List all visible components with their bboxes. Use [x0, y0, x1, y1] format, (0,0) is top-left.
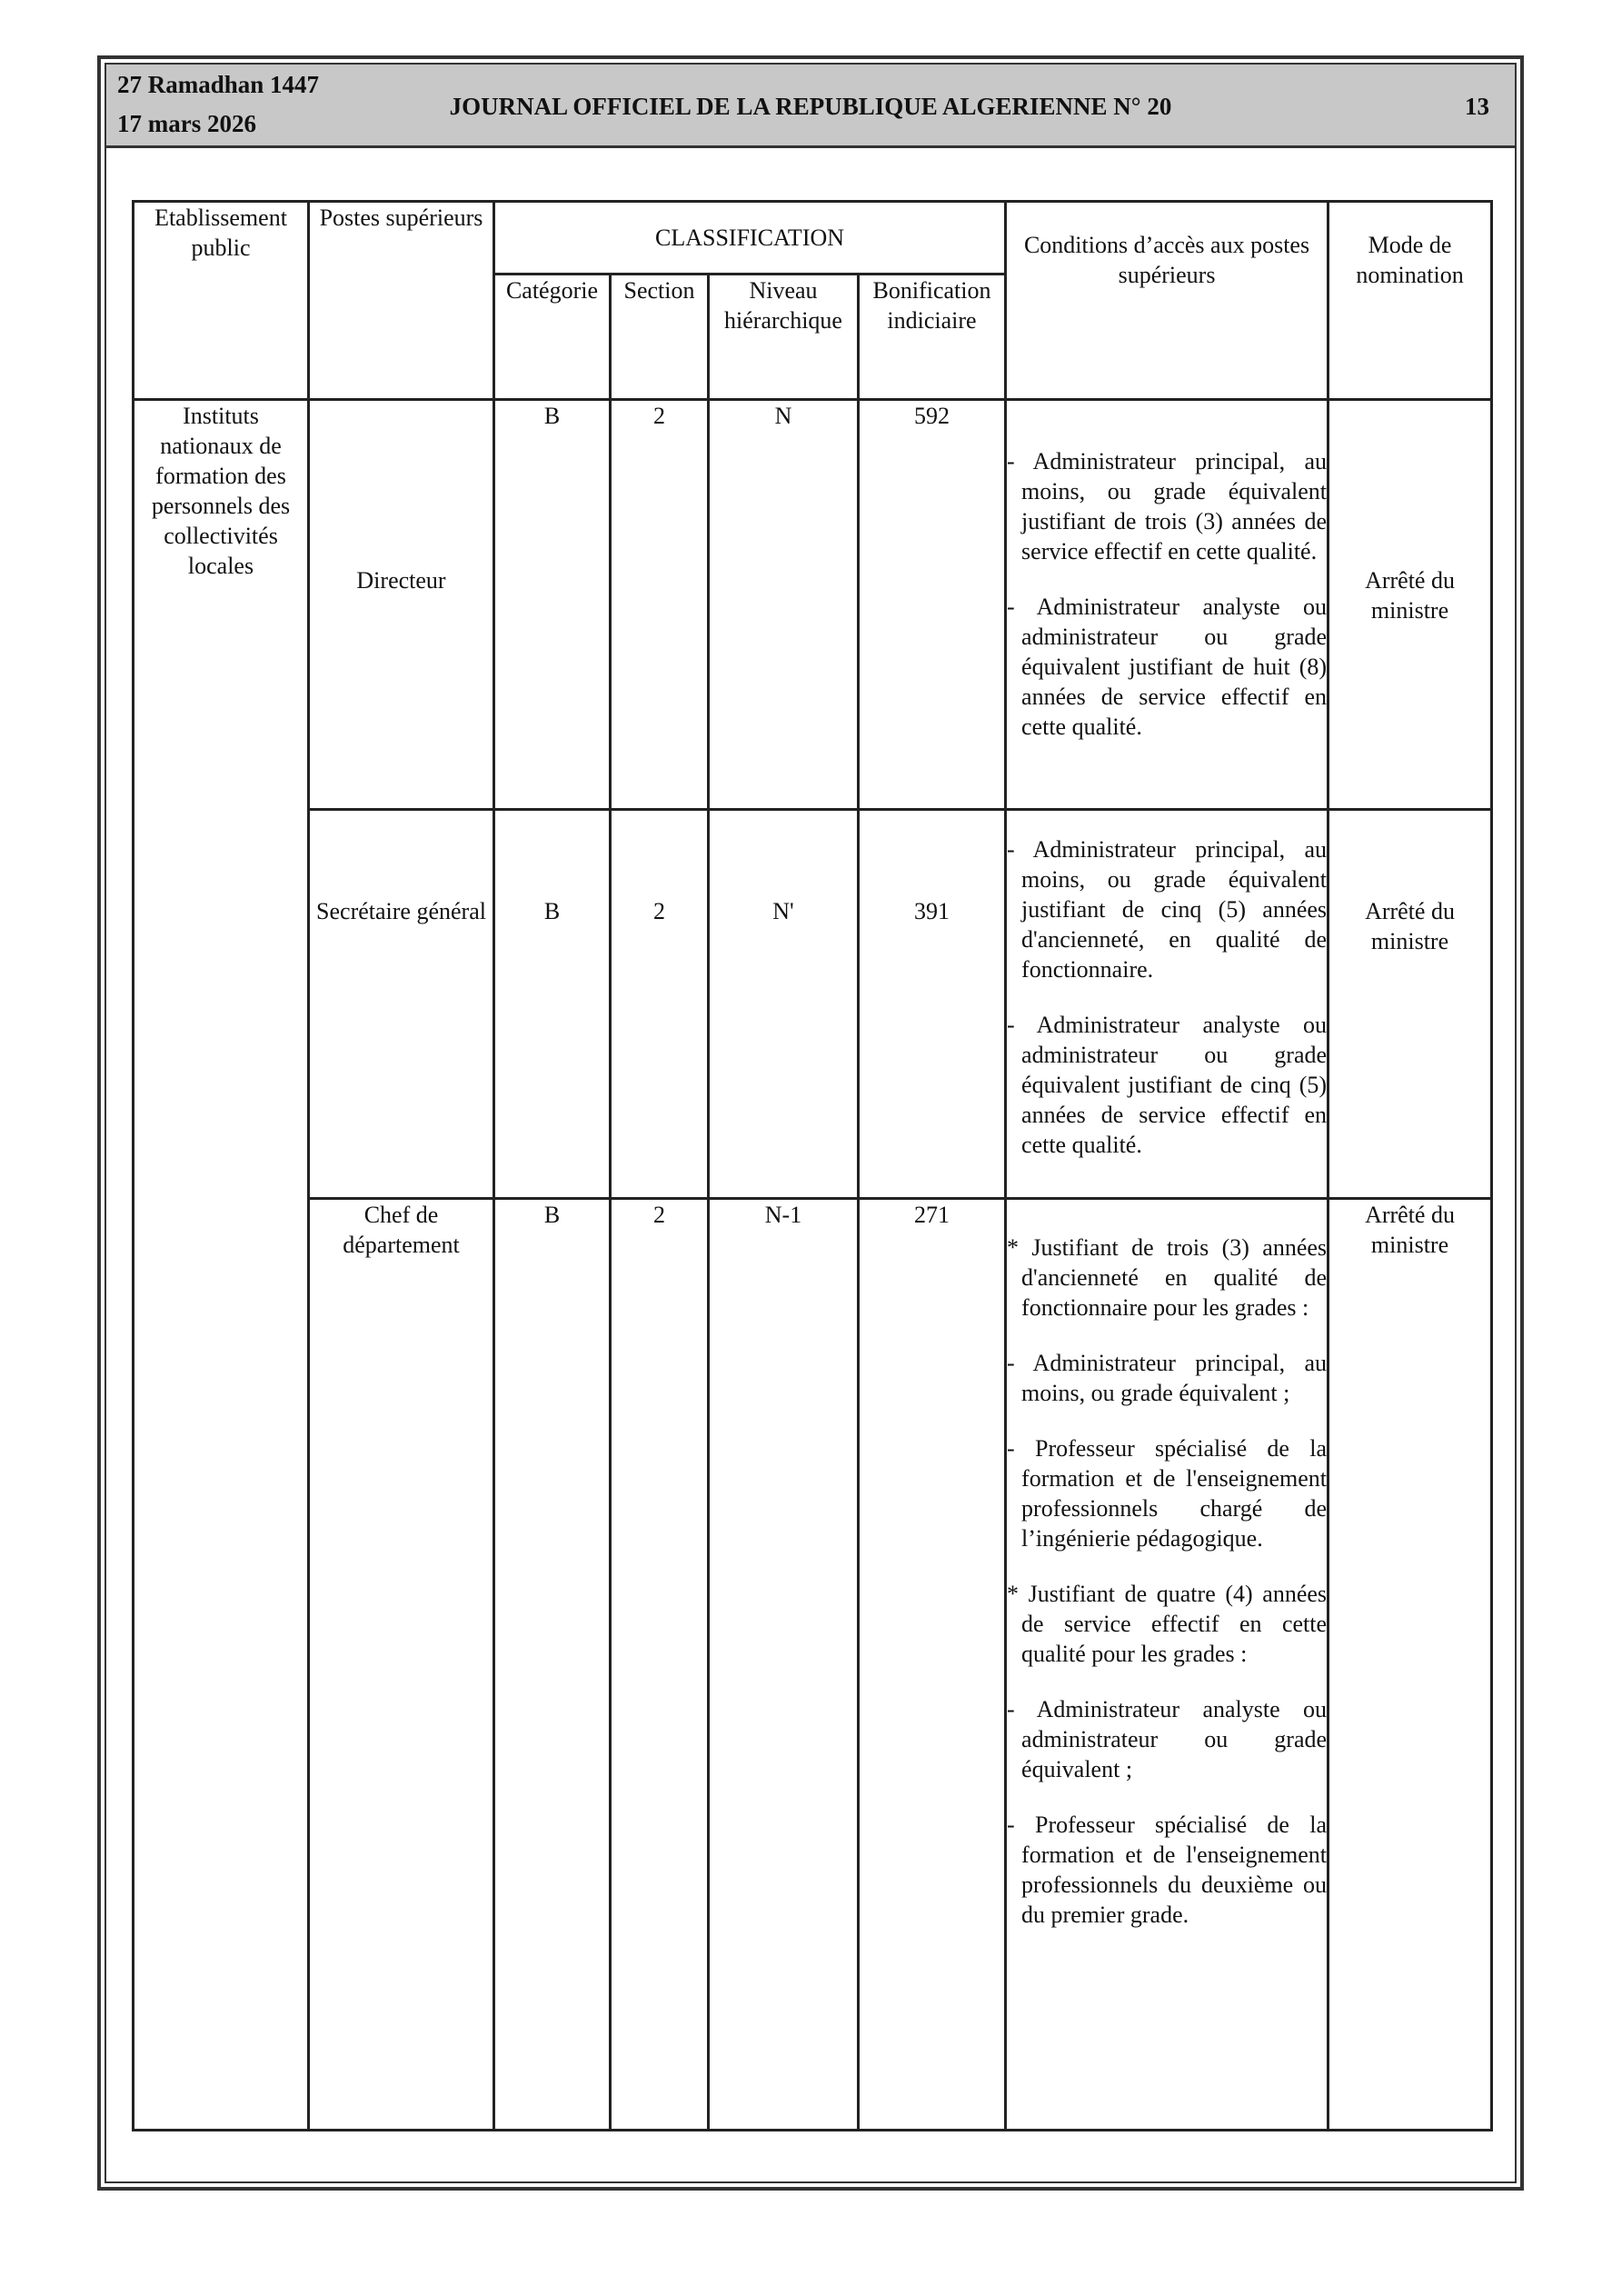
postes-superieurs-table [132, 200, 1493, 2131]
bonification-cell: 271 [859, 1199, 1006, 2131]
condition-item: - Administrateur analyste ou administrateur ou grade équivalent justifiant de huit (8) années de service effectif en cette qualité. [1007, 594, 1328, 740]
conditions-cell [1006, 400, 1328, 810]
categorie-cell: B [494, 400, 611, 810]
poste-cell: Secrétaire général [309, 810, 494, 1199]
poste-cell: Directeur [309, 400, 494, 810]
header-conditions: Conditions d’accès aux postes supérieurs [1006, 202, 1328, 400]
page-number: 13 [1465, 93, 1489, 120]
categorie-cell: B [494, 810, 611, 1199]
section-cell: 2 [611, 1199, 709, 2131]
poste-cell: Chef de département [309, 1199, 494, 2131]
conditions-cell [1006, 1199, 1328, 2131]
condition-item: - Administrateur principal, au moins, ou grade équivalent ; [1007, 1350, 1328, 1406]
condition-item: - Administrateur analyste ou administrateur ou grade équivalent justifiant de cinq (5) années de service effectif en cette qualité. [1007, 1012, 1328, 1158]
condition-item: - Administrateur analyste ou administrateur ou grade équivalent ; [1007, 1696, 1328, 1782]
niveau-cell: N-1 [709, 1199, 859, 2131]
niveau-cell: N' [709, 810, 859, 1199]
table-row [134, 400, 1492, 810]
condition-item: - Administrateur principal, au moins, ou grade équivalent justifiant de cinq (5) années d'ancienneté, en qualité de fonctionnaire. [1007, 836, 1328, 983]
header-categorie: Catégorie [494, 275, 611, 400]
header-niveau: Niveau hiérarchique [709, 275, 859, 400]
bonification-cell: 391 [859, 810, 1006, 1199]
mode-cell: Arrêté du ministre [1328, 1199, 1492, 2131]
table-row [134, 810, 1492, 1199]
condition-item: - Professeur spécialisé de la formation et de l'enseignement professionnels chargé de l’ingénierie pédagogique. [1007, 1435, 1328, 1552]
table-header-row [134, 202, 1492, 275]
mode-cell: Arrêté du ministre [1328, 400, 1492, 810]
journal-title: JOURNAL OFFICIEL DE LA REPUBLIQUE ALGERIENNE N° 20 [449, 93, 1172, 120]
condition-item: - Administrateur principal, au moins, ou grade équivalent justifiant de trois (3) années de service effectif en cette qualité. [1007, 448, 1328, 564]
header-bonification: Bonification indiciaire [859, 275, 1006, 400]
section-cell: 2 [611, 810, 709, 1199]
condition-item: * Justifiant de quatre (4) années de service effectif en cette qualité pour les grades : [1007, 1581, 1328, 1667]
condition-item: * Justifiant de trois (3) années d'ancienneté en qualité de fonctionnaire pour les grades : [1007, 1234, 1328, 1321]
header-date-hijri: 27 Ramadhan 1447 [117, 71, 320, 98]
table-row [134, 1199, 1492, 2131]
header-section: Section [611, 275, 709, 400]
header-date-gregorian: 17 mars 2026 [117, 110, 256, 137]
header-etablissement: Etablissement public [134, 202, 309, 400]
categorie-cell: B [494, 1199, 611, 2131]
conditions-cell [1006, 810, 1328, 1199]
bonification-cell: 592 [859, 400, 1006, 810]
header-classification: CLASSIFICATION [494, 202, 1006, 275]
journal-header [106, 65, 1515, 148]
section-cell: 2 [611, 400, 709, 810]
header-mode: Mode de nomination [1328, 202, 1492, 400]
etablissement-cell: Instituts nationaux de formation des personnels des collectivités locales [134, 400, 309, 2131]
niveau-cell: N [709, 400, 859, 810]
condition-item: - Professeur spécialisé de la formation et de l'enseignement professionnels du deuxième ou du premier grade. [1007, 1812, 1328, 1928]
mode-cell: Arrêté du ministre [1328, 810, 1492, 1199]
header-postes: Postes supérieurs [309, 202, 494, 400]
